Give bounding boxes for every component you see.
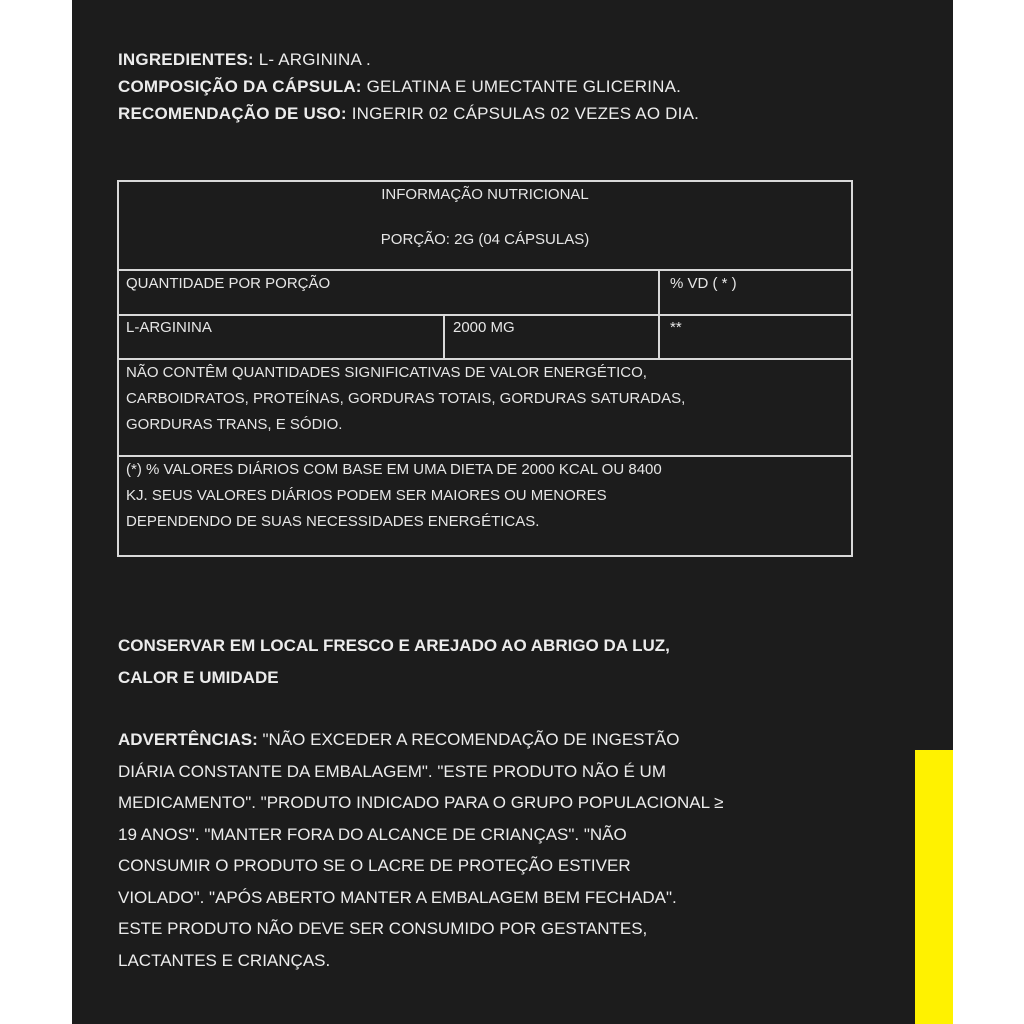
warnings-section xyxy=(118,724,723,976)
warnings-line: LACTANTES E CRIANÇAS. xyxy=(118,950,331,970)
warnings-line: CONSUMIR O PRODUTO SE O LACRE DE PROTEÇÃO ESTIVER xyxy=(118,856,631,875)
storage-instructions xyxy=(118,630,670,694)
usage-recommendation-line xyxy=(118,104,699,124)
nutrition-title: INFORMAÇÃO NUTRICIONAL xyxy=(381,186,589,203)
vd-column-header: % VD ( * ) xyxy=(670,275,737,292)
warnings-line: 19 ANOS". "MANTER FORA DO ALCANCE DE CRIANÇAS". "NÃO xyxy=(118,824,627,844)
nutrition-table xyxy=(117,180,853,557)
warnings-line: MEDICAMENTO". "PRODUTO INDICADO PARA O GRUPO POPULACIONAL ≥ xyxy=(118,793,724,812)
storage-line: CONSERVAR EM LOCAL FRESCO E AREJADO AO ABRIGO DA LUZ, xyxy=(118,636,670,655)
warnings-line: VIOLADO". "APÓS ABERTO MANTER A EMBALAGEM BEM FECHADA". xyxy=(118,887,677,907)
nutrient-vd: ** xyxy=(670,319,682,336)
table-column-divider xyxy=(658,269,660,360)
capsule-composition-line xyxy=(118,77,681,97)
usage-recommendation-label: RECOMENDAÇÃO DE USO: xyxy=(118,104,347,123)
warnings-label: ADVERTÊNCIAS: xyxy=(118,730,258,749)
ingredients-line xyxy=(118,50,371,70)
warnings-line: DIÁRIA CONSTANTE DA EMBALAGEM". "ESTE PRODUTO NÃO É UM xyxy=(118,761,666,781)
nutrition-note-line: GORDURAS TRANS, E SÓDIO. xyxy=(126,416,343,433)
warnings-first-line xyxy=(118,724,723,756)
capsule-composition-label: COMPOSIÇÃO DA CÁPSULA: xyxy=(118,77,362,96)
nutrition-note-line: NÃO CONTÊM QUANTIDADES SIGNIFICATIVAS DE VALOR ENERGÉTICO, xyxy=(126,364,647,381)
nutrient-amount: 2000 MG xyxy=(453,319,515,336)
table-divider xyxy=(119,269,851,271)
warnings-text: "NÃO EXCEDER A RECOMENDAÇÃO DE INGESTÃO xyxy=(257,730,680,749)
footnote-line: (*) % VALORES DIÁRIOS COM BASE EM UMA DIETA DE 2000 KCAL OU 8400 xyxy=(126,461,662,478)
capsule-composition-value: GELATINA E UMECTANTE GLICERINA. xyxy=(361,77,682,96)
nutrient-name: L-ARGININA xyxy=(126,319,212,336)
usage-recommendation-value: INGERIR 02 CÁPSULAS 02 VEZES AO DIA. xyxy=(346,104,700,123)
table-column-divider xyxy=(443,314,445,360)
yellow-accent-strip xyxy=(915,750,953,1024)
footnote-line: KJ. SEUS VALORES DIÁRIOS PODEM SER MAIORES OU MENORES xyxy=(126,487,607,504)
warnings-line: ESTE PRODUTO NÃO DEVE SER CONSUMIDO POR GESTANTES, xyxy=(118,919,648,938)
nutrition-note-line: CARBOIDRATOS, PROTEÍNAS, GORDURAS TOTAIS, GORDURAS SATURADAS, xyxy=(126,390,686,407)
table-divider xyxy=(119,314,851,316)
portion-size: PORÇÃO: 2G (04 CÁPSULAS) xyxy=(380,231,590,248)
storage-line: CALOR E UMIDADE xyxy=(118,668,279,687)
footnote-line: DEPENDENDO DE SUAS NECESSIDADES ENERGÉTICAS. xyxy=(126,513,540,530)
ingredients-value: L- ARGININA . xyxy=(253,50,371,69)
ingredients-label: INGREDIENTES: xyxy=(118,50,254,69)
quantity-column-header: QUANTIDADE POR PORÇÃO xyxy=(126,275,331,292)
daily-value-footnote xyxy=(126,457,662,535)
nutrition-note xyxy=(126,360,685,438)
